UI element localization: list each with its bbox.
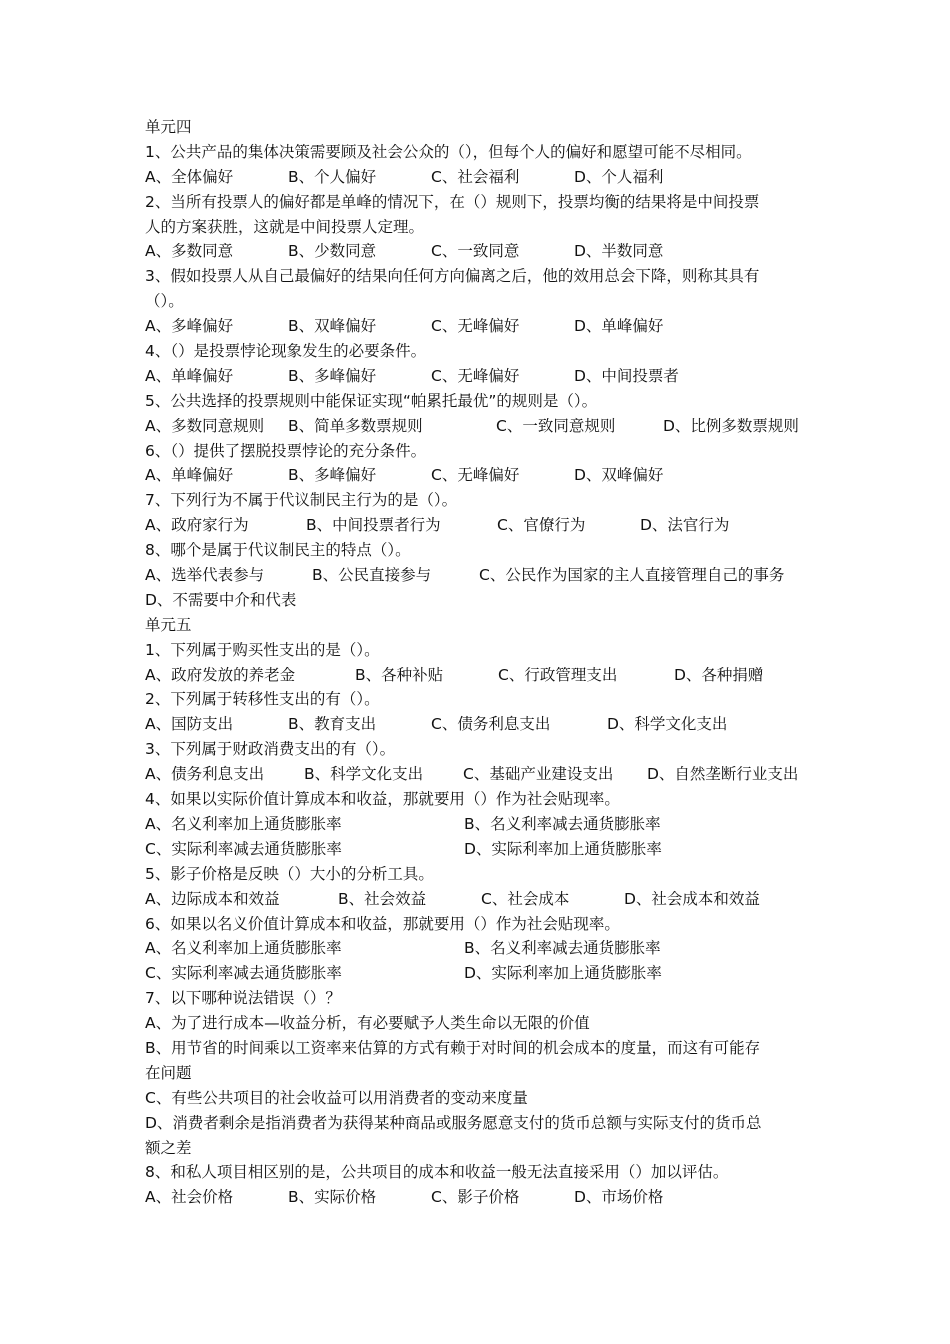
u5-q3-options (145, 762, 815, 787)
u4-q8-option-c: C、公民作为国家的主人直接管理自己的事务 (479, 566, 785, 585)
u5-q2-options (145, 712, 815, 737)
u4-q8-option-a: A、选举代表参与 (145, 566, 265, 585)
u5-q2-option-d: D、科学文化支出 (607, 715, 728, 734)
u5-q8-option-b: B、实际价格 (288, 1188, 377, 1207)
u5-q2-option-a: A、国防支出 (145, 715, 234, 734)
u4-q3-option-c: C、无峰偏好 (431, 317, 520, 336)
u5-q2-option-c: C、债务利息支出 (431, 715, 551, 734)
u5-q1-option-b: B、各种补贴 (355, 665, 444, 684)
u4-q6-option-b: B、多峰偏好 (288, 466, 377, 485)
u4-q1-options (145, 165, 815, 190)
u4-q1-stem: 1、公共产品的集体决策需要顾及社会公众的（），但每个人的偏好和愿望可能不尽相同。 (145, 142, 752, 161)
u5-q5-stem: 5、影子价格是反映（）大小的分析工具。 (145, 864, 434, 883)
u4-q4-option-a: A、单峰偏好 (145, 366, 234, 385)
u5-q1-stem: 1、下列属于购买性支出的是（）。 (145, 640, 380, 659)
u4-q7-option-c: C、官僚行为 (497, 516, 586, 535)
u5-q6-option-b: B、名义利率减去通货膨胀率 (464, 939, 661, 958)
u5-q8-options (145, 1185, 815, 1210)
u4-q2-stem-line2: 人的方案获胜，这就是中间投票人定理。 (145, 217, 425, 236)
u5-q5-options (145, 887, 815, 912)
u5-q8-option-c: C、影子价格 (431, 1188, 520, 1207)
u5-q7-option-c: C、有些公共项目的社会收益可以用消费者的变动来度量 (145, 1088, 528, 1107)
u4-q5-option-b: B、简单多数票规则 (288, 416, 423, 435)
u4-q7-option-d: D、法官行为 (640, 516, 730, 535)
u5-q4-options-row2 (145, 837, 815, 862)
u4-q5-option-c: C、一致同意规则 (496, 416, 616, 435)
u4-q1-option-b: B、个人偏好 (288, 167, 377, 186)
u4-q1-option-a: A、全体偏好 (145, 167, 234, 186)
u4-q3-option-d: D、单峰偏好 (574, 317, 664, 336)
u4-q5-stem: 5、公共选择的投票规则中能保证实现“帕累托最优”的规则是（）。 (145, 391, 598, 410)
u5-q4-option-a: A、名义利率加上通货膨胀率 (145, 814, 342, 833)
u4-q2-stem-line1: 2、当所有投票人的偏好都是单峰的情况下，在（）规则下，投票均衡的结果将是中间投票 (145, 192, 760, 211)
u5-q6-options-row1 (145, 936, 815, 961)
u4-q1-option-d: D、个人福利 (574, 167, 664, 186)
u4-q8-options (145, 563, 815, 588)
u5-q2-option-b: B、教育支出 (288, 715, 377, 734)
u4-q2-option-a: A、多数同意 (145, 242, 234, 261)
u5-q5-option-a: A、边际成本和效益 (145, 889, 280, 908)
u5-q7-option-b-line2: 在问题 (145, 1063, 192, 1082)
u4-q5-options (145, 414, 815, 439)
u4-q2-option-d: D、半数同意 (574, 242, 664, 261)
u4-q3-stem-line2: （）。 (145, 292, 184, 311)
u5-q7-option-a: A、为了进行成本—收益分析，有必要赋予人类生命以无限的价值 (145, 1014, 590, 1033)
u4-q8-option-b: B、公民直接参与 (312, 566, 432, 585)
u4-q7-stem: 7、下列行为不属于代议制民主行为的是（）。 (145, 491, 458, 510)
u4-q5-option-a: A、多数同意规则 (145, 416, 265, 435)
u4-q4-stem: 4、（）是投票悖论现象发生的必要条件。 (145, 342, 427, 361)
u5-q7-option-b-line1: B、用节省的时间乘以工资率来估算的方式有赖于对时间的机会成本的度量，而这有可能存 (145, 1038, 761, 1057)
u5-q8-option-d: D、市场价格 (574, 1188, 664, 1207)
u5-q5-option-c: C、社会成本 (481, 889, 570, 908)
u4-q4-option-d: D、中间投票者 (574, 366, 679, 385)
u5-q4-stem: 4、如果以实际价值计算成本和收益，那就要用（）作为社会贴现率。 (145, 790, 620, 809)
u4-q3-options (145, 314, 815, 339)
u4-q3-stem-line1: 3、假如投票人从自己最偏好的结果向任何方向偏离之后，他的效用总会下降，则称其具有 (145, 267, 760, 286)
u5-q4-option-b: B、名义利率减去通货膨胀率 (464, 814, 661, 833)
u4-q5-option-d: D、比例多数票规则 (663, 416, 799, 435)
u5-q1-option-a: A、政府发放的养老金 (145, 665, 296, 684)
document-page (145, 115, 815, 1210)
u5-q7-option-d-line1: D、消费者剩余是指消费者为获得某种商品或服务愿意支付的货币总额与实际支付的货币总 (145, 1113, 762, 1132)
u5-q3-option-b: B、科学文化支出 (304, 765, 424, 784)
u4-q2-option-c: C、一致同意 (431, 242, 520, 261)
u5-q7-stem: 7、以下哪种说法错误（）？ (145, 989, 341, 1008)
u4-q1-option-c: C、社会福利 (431, 167, 520, 186)
unit5-title: 单元五 (145, 615, 192, 634)
u5-q3-option-a: A、债务利息支出 (145, 765, 265, 784)
u5-q4-option-d: D、实际利率加上通货膨胀率 (464, 839, 662, 858)
u4-q2-options (145, 239, 815, 264)
u5-q6-option-d: D、实际利率加上通货膨胀率 (464, 964, 662, 983)
u5-q6-option-c: C、实际利率减去通货膨胀率 (145, 964, 342, 983)
u5-q7-option-d-line2: 额之差 (145, 1138, 192, 1157)
u5-q3-option-d: D、自然垄断行业支出 (647, 765, 799, 784)
u4-q4-option-b: B、多峰偏好 (288, 366, 377, 385)
u5-q8-option-a: A、社会价格 (145, 1188, 234, 1207)
u4-q4-options (145, 364, 815, 389)
u5-q1-option-d: D、各种捐赠 (674, 665, 764, 684)
u5-q6-stem: 6、如果以名义价值计算成本和收益，那就要用（）作为社会贴现率。 (145, 914, 620, 933)
u5-q4-option-c: C、实际利率减去通货膨胀率 (145, 839, 342, 858)
u5-q4-options-row1 (145, 812, 815, 837)
u4-q6-option-c: C、无峰偏好 (431, 466, 520, 485)
u4-q6-options (145, 463, 815, 488)
u4-q6-option-d: D、双峰偏好 (574, 466, 664, 485)
u5-q2-stem: 2、下列属于转移性支出的有（）。 (145, 690, 380, 709)
u5-q6-option-a: A、名义利率加上通货膨胀率 (145, 939, 342, 958)
u5-q3-stem: 3、下列属于财政消费支出的有（）。 (145, 740, 396, 759)
u4-q6-stem: 6、（）提供了摆脱投票悖论的充分条件。 (145, 441, 427, 460)
u4-q7-option-b: B、中间投票者行为 (306, 516, 441, 535)
u4-q4-option-c: C、无峰偏好 (431, 366, 520, 385)
u5-q5-option-b: B、社会效益 (338, 889, 427, 908)
u5-q1-option-c: C、行政管理支出 (498, 665, 618, 684)
u4-q6-option-a: A、单峰偏好 (145, 466, 234, 485)
u5-q8-stem: 8、和私人项目相区别的是，公共项目的成本和收益一般无法直接采用（）加以评估。 (145, 1163, 729, 1182)
u5-q5-option-d: D、社会成本和效益 (624, 889, 760, 908)
u4-q8-option-d: D、不需要中介和代表 (145, 590, 297, 609)
u4-q7-options (145, 513, 815, 538)
u5-q3-option-c: C、基础产业建设支出 (463, 765, 614, 784)
u4-q2-option-b: B、少数同意 (288, 242, 377, 261)
u5-q6-options-row2 (145, 961, 815, 986)
u4-q7-option-a: A、政府家行为 (145, 516, 249, 535)
u5-q1-options (145, 663, 815, 688)
u4-q3-option-b: B、双峰偏好 (288, 317, 377, 336)
u4-q3-option-a: A、多峰偏好 (145, 317, 234, 336)
u4-q8-stem: 8、哪个是属于代议制民主的特点（）。 (145, 541, 411, 560)
unit4-title: 单元四 (145, 118, 192, 136)
